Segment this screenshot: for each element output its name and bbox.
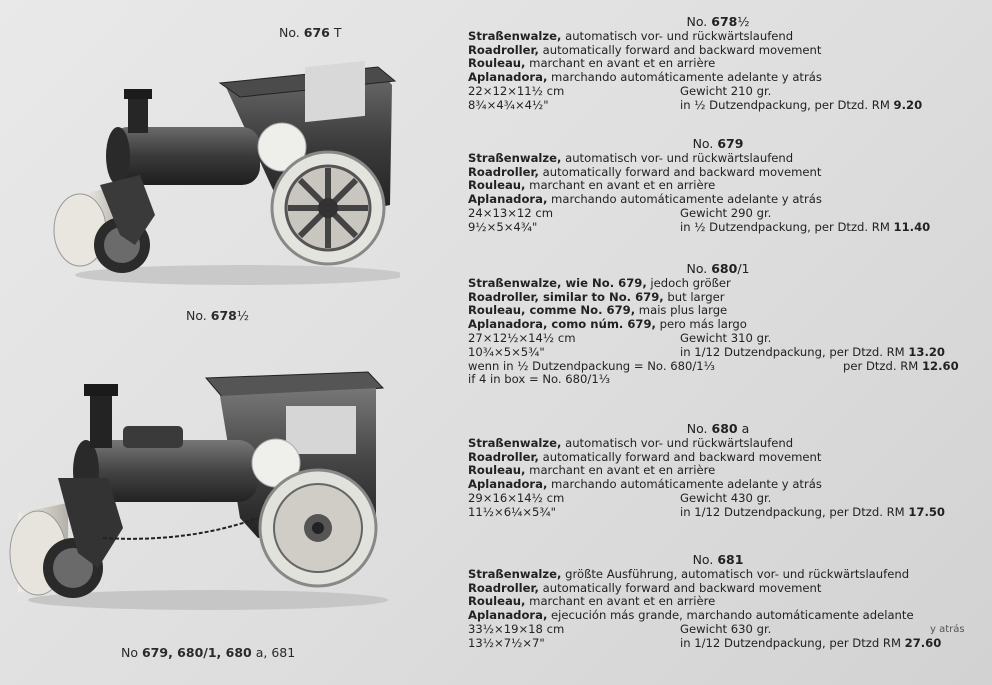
spec-row: 24×13×12 cm Gewicht 290 gr. xyxy=(468,205,772,220)
desc-de: Straßenwalze, größte Ausführung, automatisch vor- und rückwärtslaufend xyxy=(468,566,910,581)
spec-row: 27×12½×14½ cm Gewicht 310 gr. xyxy=(468,330,772,345)
spec-row: 11½×6¼×5¾" in 1/12 Dutzendpackung, per Dtzd. RM 17.50 xyxy=(468,504,946,519)
spec-row: 22×12×11½ cm Gewicht 210 gr. xyxy=(468,83,772,98)
desc-es: Aplanadora, marchando automáticamente adelante y atrás xyxy=(468,477,822,492)
desc-es-tail: y atrás xyxy=(930,623,965,635)
entry-679 xyxy=(468,137,968,235)
entry-number: No. 680/1 xyxy=(686,261,750,276)
entry-number: No. 678½ xyxy=(686,14,750,29)
desc-en: Roadroller, automatically forward and backward movement xyxy=(468,580,822,595)
spec-row: 33½×19×18 cm Gewicht 630 gr. y atrás xyxy=(468,621,965,636)
desc-de: Straßenwalze, automatisch vor- und rückwärtslaufend xyxy=(468,435,794,450)
spec-row: 8¾×4¾×4½" in ½ Dutzendpackung, per Dtzd. RM 9.20 xyxy=(468,97,923,112)
entry-680a xyxy=(468,422,968,520)
entry-number: No. 681 xyxy=(692,552,744,567)
desc-fr: Rouleau, marchant en avant et en arrière xyxy=(468,56,716,71)
spec-row: wenn in ½ Dutzendpackung = No. 680/1⅓ per Dtzd. RM 12.60 xyxy=(468,358,959,373)
entry-680-1 xyxy=(468,262,968,387)
desc-es: Aplanadora, como núm. 679, pero más largo xyxy=(468,317,747,332)
desc-de: Straßenwalze, automatisch vor- und rückwärtslaufend xyxy=(468,150,794,165)
desc-fr: Rouleau, marchant en avant et en arrière xyxy=(468,463,716,478)
roadroller-illustration-small xyxy=(40,55,400,290)
desc-fr: Rouleau, marchant en avant et en arrière xyxy=(468,178,716,193)
desc-de: Straßenwalze, wie No. 679, jedoch größer xyxy=(468,275,731,290)
entry-number: No. 680 a xyxy=(686,421,750,436)
desc-es: Aplanadora, marchando automáticamente adelante y atrás xyxy=(468,192,822,207)
desc-es: Aplanadora, marchando automáticamente adelante y atrás xyxy=(468,70,822,85)
desc-en: Roadroller, automatically forward and backward movement xyxy=(468,42,822,57)
desc-en: Roadroller, similar to No. 679, but larger xyxy=(468,289,725,304)
desc-fr: Rouleau, marchant en avant et en arrière xyxy=(468,594,716,609)
spec-row: 9½×5×4¾" in ½ Dutzendpackung, per Dtzd. RM 11.40 xyxy=(468,219,931,234)
desc-en: Roadroller, automatically forward and backward movement xyxy=(468,164,822,179)
desc-en: Roadroller, automatically forward and backward movement xyxy=(468,449,822,464)
entry-number: No. 679 xyxy=(692,136,744,151)
desc-de: Straßenwalze, automatisch vor- und rückwärtslaufend xyxy=(468,28,794,43)
caption-676: No. 676 T xyxy=(279,25,342,40)
caption-678: No. 678½ xyxy=(186,308,249,323)
desc-es: Aplanadora, ejecución más grande, marchando automáticamente adelante xyxy=(468,608,914,623)
desc-fr: Rouleau, comme No. 679, mais plus large xyxy=(468,303,728,318)
caption-679-681: No 679, 680/1, 680 a, 681 xyxy=(121,645,296,660)
spec-row: if 4 in box = No. 680/1⅓ xyxy=(468,372,610,387)
spec-row: 13½×7½×7" in 1/12 Dutzendpackung, per Dtzd RM 27.60 xyxy=(468,635,942,650)
spec-row: 10¾×5×5¾" in 1/12 Dutzendpackung, per Dtzd. RM 13.20 xyxy=(468,344,946,359)
spec-row: 29×16×14½ cm Gewicht 430 gr. xyxy=(468,490,772,505)
entry-678 xyxy=(468,15,968,113)
roadroller-illustration-large xyxy=(8,368,388,613)
entry-681 xyxy=(468,553,968,651)
